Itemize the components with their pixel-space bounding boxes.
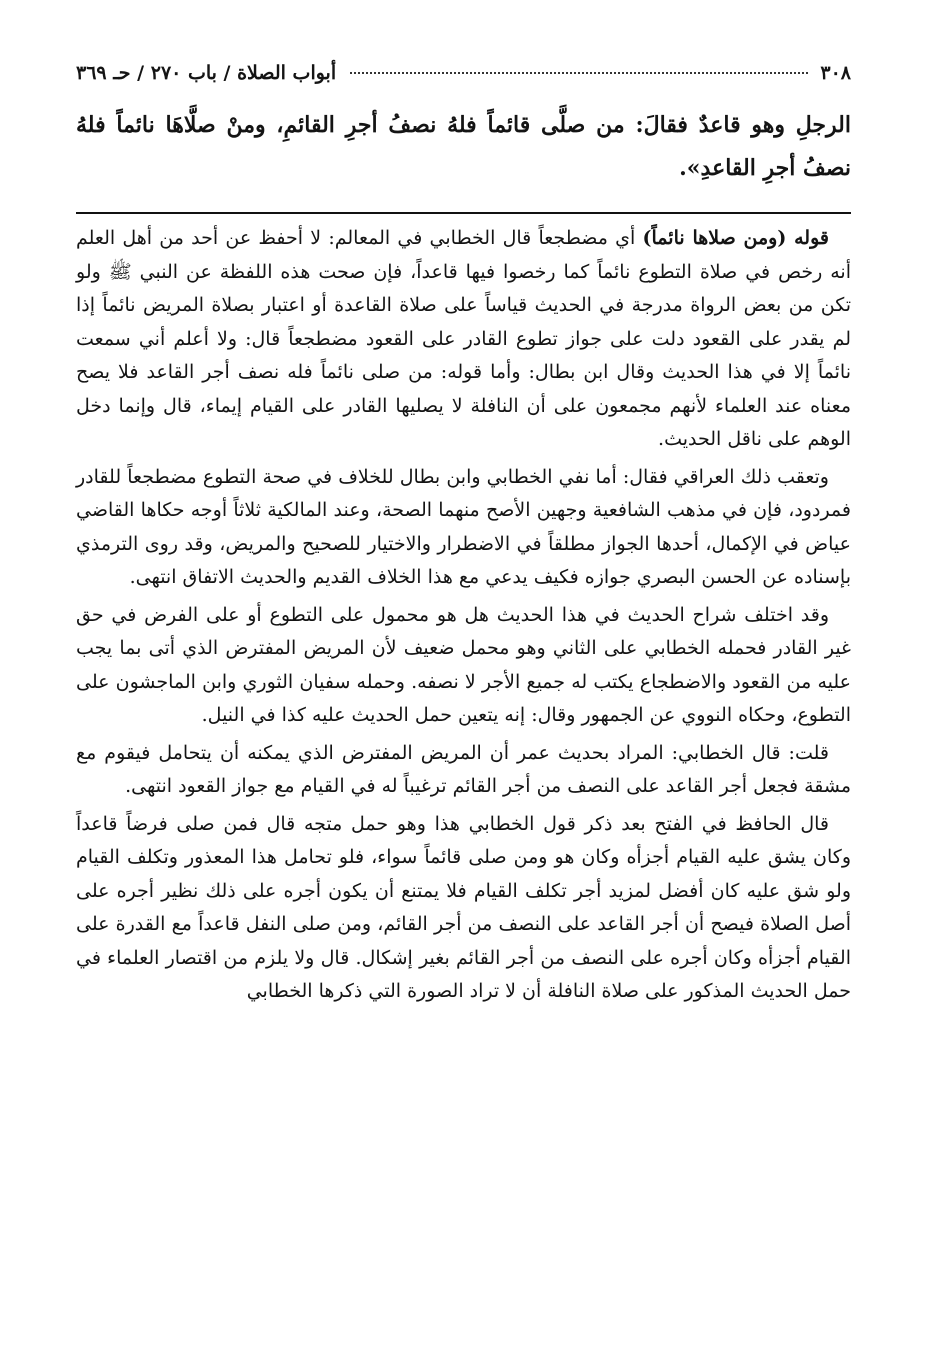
paragraph-text: أي مضطجعاً قال الخطابي في المعالم: لا أحفظ عن أحد من أهل العلم أنه رخص في صلاة التطوع نائماً كما رخصوا فيها قاعداً، فإن صحت هذه اللفظة عن النبي ﷺ ولو تكن من بعض الرواة مدرجة في الحديث قياساً على صلاة القاعدة أو اعتبار بصلاة المريض نائماً إذا لم يقدر على القعود دلت على جواز تطوع القادر على القعود مضطجعاً قال: ولا أعلم أني سمعت نائماً إلا في هذا الحديث وقال ابن بطال: وأما قوله: من صلى نائماً فله نصف أجر القاعد فلا يصح معناه عند العلماء لأنهم مجمعون على أن النافلة لا يصليها القادر على القيام إيماء، قال وإنما دخل الوهم على ناقل الحديث. <box>76 227 851 450</box>
quoted-phrase: قوله (ومن صلاها نائماً) <box>642 227 829 249</box>
page-number: ٣٠٨ <box>820 62 851 84</box>
commentary-paragraph <box>76 222 851 457</box>
running-header <box>76 62 851 102</box>
commentary-paragraph: وقد اختلف شراح الحديث في هذا الحديث هل هو محمول على التطوع أو على الفرض في حق غير القادر فحمله الخطابي على الثاني وهو محمل ضعيف لأن المريض المفترض الذي أتى بما يجب عليه من القعود والاضطجاع يكتب له جميع الأجر لا نصفه. وحمله سفيان الثوري وابن الماجشون على التطوع، وحكاه النووي عن الجمهور وقال: إنه يتعين حمل الحديث عليه كذا في النيل. <box>76 603 851 726</box>
document-page <box>76 62 851 1013</box>
hadith-text: الرجلِ وهو قاعدٌ فقالَ: من صلَّى قائماً فلهُ نصفُ أجرِ القائمِ، ومنْ صلَّاهَا نائماً فلهُ نصفُ أجرِ القاعدِ». <box>76 112 851 181</box>
section-divider <box>76 212 851 214</box>
running-title: أبواب الصلاة / باب ٢٧٠ / حـ ٣٦٩ <box>76 62 337 84</box>
commentary-paragraph: وتعقب ذلك العراقي فقال: أما نفي الخطابي وابن بطال للخلاف في صحة التطوع مضطجعاً للقادر فمردود، فإن في مذهب الشافعية وجهين الأصح منهما الصحة، وعند المالكية ثلاثاً أوجه حكاها القاضي عياض في الإكمال، أحدها الجواز مطلقاً في الاضطرار والاختيار للصحيح والمريض، وقد روى الترمذي بإسناده عن الحسن البصري جوازه فكيف يدعي مع هذا الخلاف القديم والحديث الاتفاق انتهى. <box>76 465 851 588</box>
commentary <box>76 222 851 1009</box>
commentary-paragraph: قلت: قال الخطابي: المراد بحديث عمر أن المريض المفترض الذي يمكنه أن يتحامل فيقوم مع مشقة فجعل أجر القاعد على النصف من أجر القائم ترغيباً له في القيام مع جواز القعود انتهى. <box>76 741 851 797</box>
commentary-paragraph: قال الحافظ في الفتح بعد ذكر قول الخطابي هذا وهو حمل متجه قال فمن صلى فرضاً قاعداً وكان يشق عليه القيام أجزأه وكان هو ومن صلى قائماً سواء، فلو تحامل هذا المعذور وتكلف القيام ولو شق عليه كان أفضل لمزيد أجر تكلف القيام فلا يمتنع أن يكون أجره على ذلك نظير أجره على أصل الصلاة فيصح أن أجر القاعد على النصف من أجر القائم، ومن صلى النفل قاعداً مع القدرة على القيام أجزأه وكان أجره على النصف من أجر القائم بغير إشكال. قال ولا يلزم من اقتصار العلماء في حمل الحديث المذكور على صلاة النافلة أن لا تراد الصورة التي ذكرها الخطابي <box>76 812 851 1002</box>
leader-dots <box>350 72 808 74</box>
